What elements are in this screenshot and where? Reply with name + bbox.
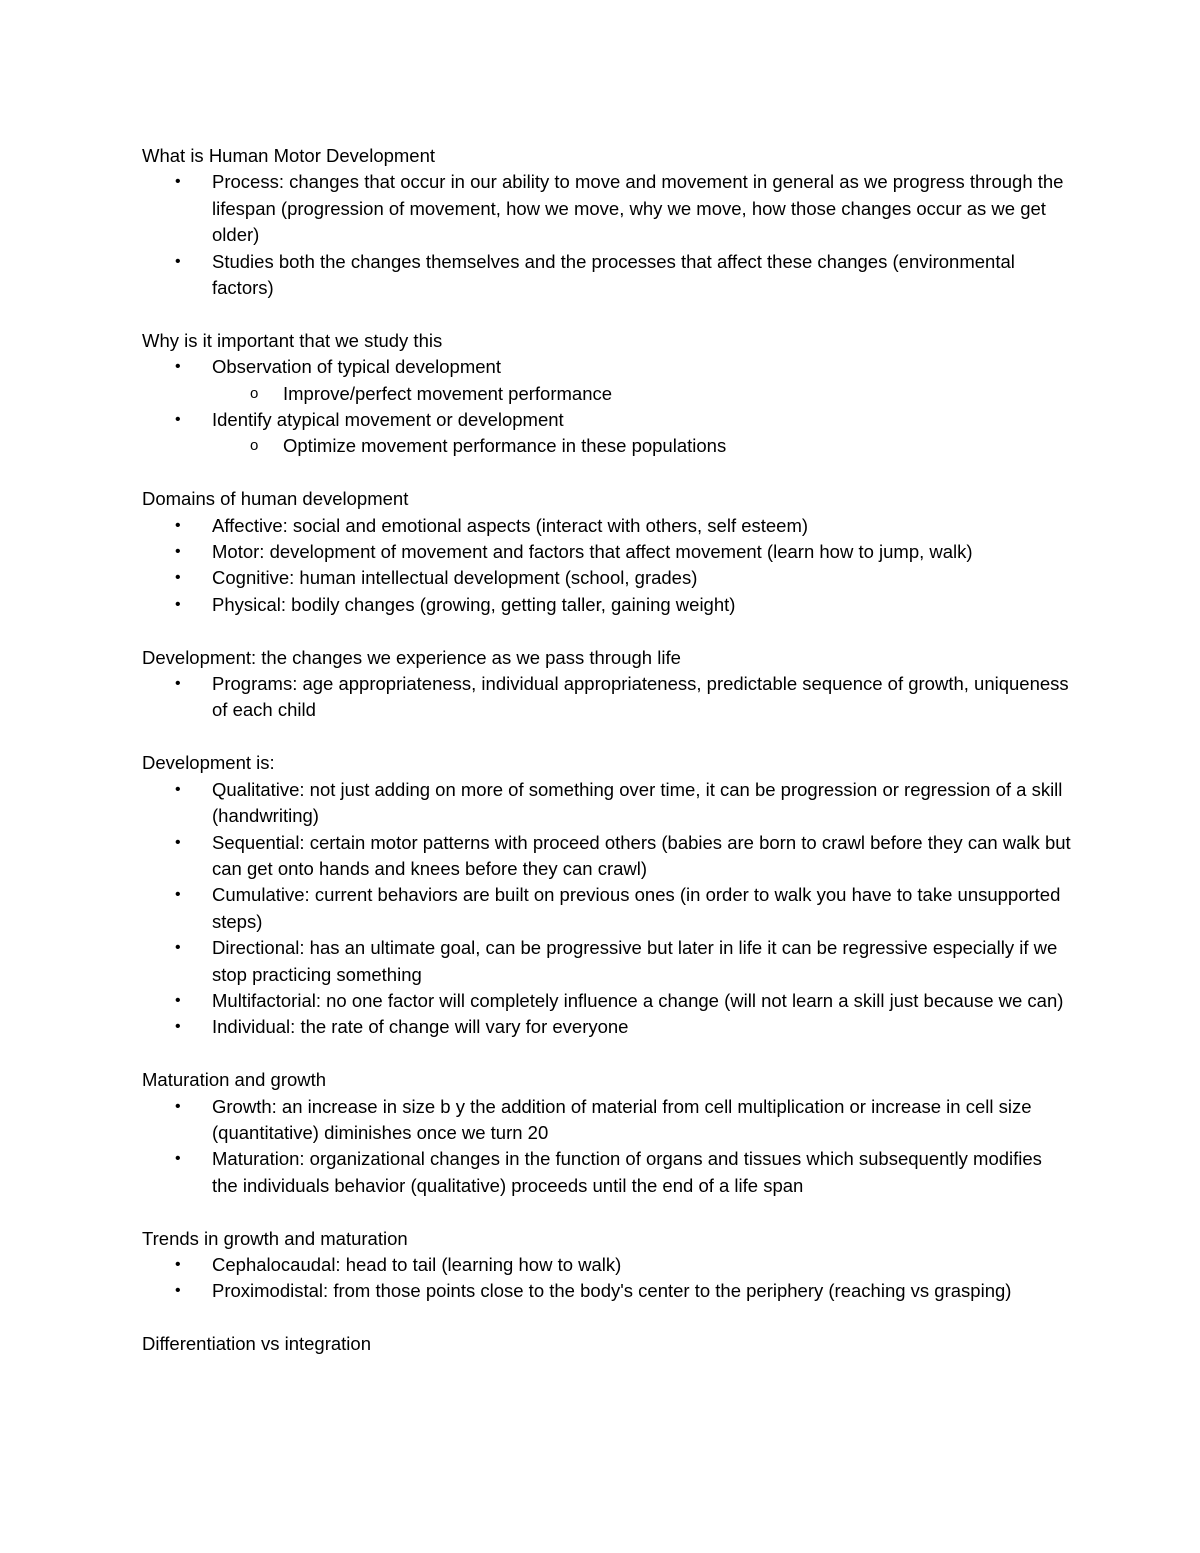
list-item-text: Multifactorial: no one factor will completely influence a change (will not learn a skill just because we can) [212,989,1064,1011]
hollow-bullet-icon: o [250,437,259,455]
bullet-icon: • [175,780,181,798]
bullet-icon: • [175,516,181,534]
list-item [142,935,1072,988]
list-item [142,671,1072,724]
list-item-text: Qualitative: not just adding on more of something over time, it can be progression or regression of a skill (handwriting) [212,778,1063,827]
list-item-text: Observation of typical development [212,356,501,378]
section-heading: Development: the changes we experience as we pass through life [142,646,681,668]
list-item [142,1252,1072,1278]
list-item [142,1278,1072,1304]
list-item-text: Identify atypical movement or development [212,409,564,431]
list-item-text: Directional: has an ultimate goal, can be progressive but later in life it can be regressive especially if we stop practicing something [212,937,1058,985]
sub-list-item [142,433,1072,459]
list-item-text: Motor: development of movement and factors that affect movement (learn how to jump, walk) [212,541,973,563]
list-item-text: Process: changes that occur in our ability to move and movement in general as we progress through the lifespan (progression of movement, how we move, why we move, how those changes occur as we get older) [212,171,1064,246]
list-item [142,249,1072,302]
sub-list-item-text: Optimize movement performance in these populations [283,435,727,457]
bullet-icon: • [175,1097,181,1115]
bullet-icon: • [175,411,181,429]
list-item [142,1014,1072,1040]
list-item [142,988,1072,1014]
document-body [142,143,1072,1384]
section [142,1226,1072,1305]
list-item-text: Programs: age appropriateness, individual appropriateness, predictable sequence of growth, uniqueness of each child [212,673,1069,721]
list-item-text: Individual: the rate of change will vary for everyone [212,1016,629,1038]
bullet-icon: • [175,1150,181,1168]
section-heading: Trends in growth and maturation [142,1227,408,1249]
section [142,750,1072,1040]
bullet-icon: • [175,569,181,587]
section-heading: Maturation and growth [142,1069,327,1091]
list-item-text: Cumulative: current behaviors are built on previous ones (in order to walk you have to take unsupported steps) [212,884,1061,932]
bullet-list [142,777,1072,1041]
list-item-text: Affective: social and emotional aspects (interact with others, self esteem) [212,514,809,536]
list-item-text: Proximodistal: from those points close to the body's center to the periphery (reaching vs grasping) [212,1280,1012,1302]
bullet-icon: • [175,939,181,957]
list-item-text: Maturation: organizational changes in the function of organs and tissues which subsequently modifies the individuals behavior (qualitative) proceeds until the end of a life span [212,1148,1042,1196]
list-item [142,169,1072,248]
section-heading: Why is it important that we study this [142,329,443,351]
bullet-icon: • [175,1255,181,1273]
list-item [142,1146,1072,1199]
list-item-text: Sequential: certain motor patterns with proceed others (babies are born to crawl before they can walk but can get onto hands and knees before they can crawl) [212,831,1071,879]
list-item [142,407,1072,433]
section [142,486,1072,618]
bullet-icon: • [175,252,181,270]
list-item-text: Physical: bodily changes (growing, getting taller, gaining weight) [212,593,736,615]
bullet-list [142,354,1072,460]
list-item [142,830,1072,883]
bullet-icon: • [175,991,181,1009]
bullet-icon: • [175,358,181,376]
bullet-icon: • [175,833,181,851]
bullet-icon: • [175,1282,181,1300]
list-item-text: Growth: an increase in size b y the addition of material from cell multiplication or increase in cell size (quantitative) diminishes once we turn 20 [212,1095,1032,1143]
bullet-icon: • [175,543,181,561]
bullet-list [142,1252,1072,1305]
bullet-list [142,671,1072,724]
bullet-icon: • [175,595,181,613]
section [142,1331,1072,1357]
list-item [142,354,1072,380]
bullet-icon: • [175,886,181,904]
bullet-list [142,1094,1072,1200]
hollow-bullet-icon: o [250,384,259,402]
list-item [142,882,1072,935]
list-item-text: Cognitive: human intellectual development (school, grades) [212,567,698,589]
list-item-text: Cephalocaudal: head to tail (learning how to walk) [212,1253,622,1275]
bullet-list [142,513,1072,619]
list-item [142,592,1072,618]
section-heading: Development is: [142,752,275,774]
bullet-icon: • [175,1018,181,1036]
list-item-text: Studies both the changes themselves and the processes that affect these changes (environmental factors) [212,250,1015,299]
sub-list-item [142,381,1072,407]
list-item [142,565,1072,591]
sub-list-item-text: Improve/perfect movement performance [283,382,613,404]
section [142,143,1072,301]
bullet-list [142,169,1072,301]
section-heading: What is Human Motor Development [142,145,436,166]
section-heading: Differentiation vs integration [142,1333,371,1355]
list-item [142,1094,1072,1147]
section [142,645,1072,724]
section-heading: Domains of human development [142,488,409,510]
section [142,1067,1072,1199]
bullet-icon: • [175,173,181,191]
bullet-icon: • [175,675,181,693]
list-item [142,777,1072,830]
list-item [142,513,1072,539]
section [142,328,1072,460]
list-item [142,539,1072,565]
